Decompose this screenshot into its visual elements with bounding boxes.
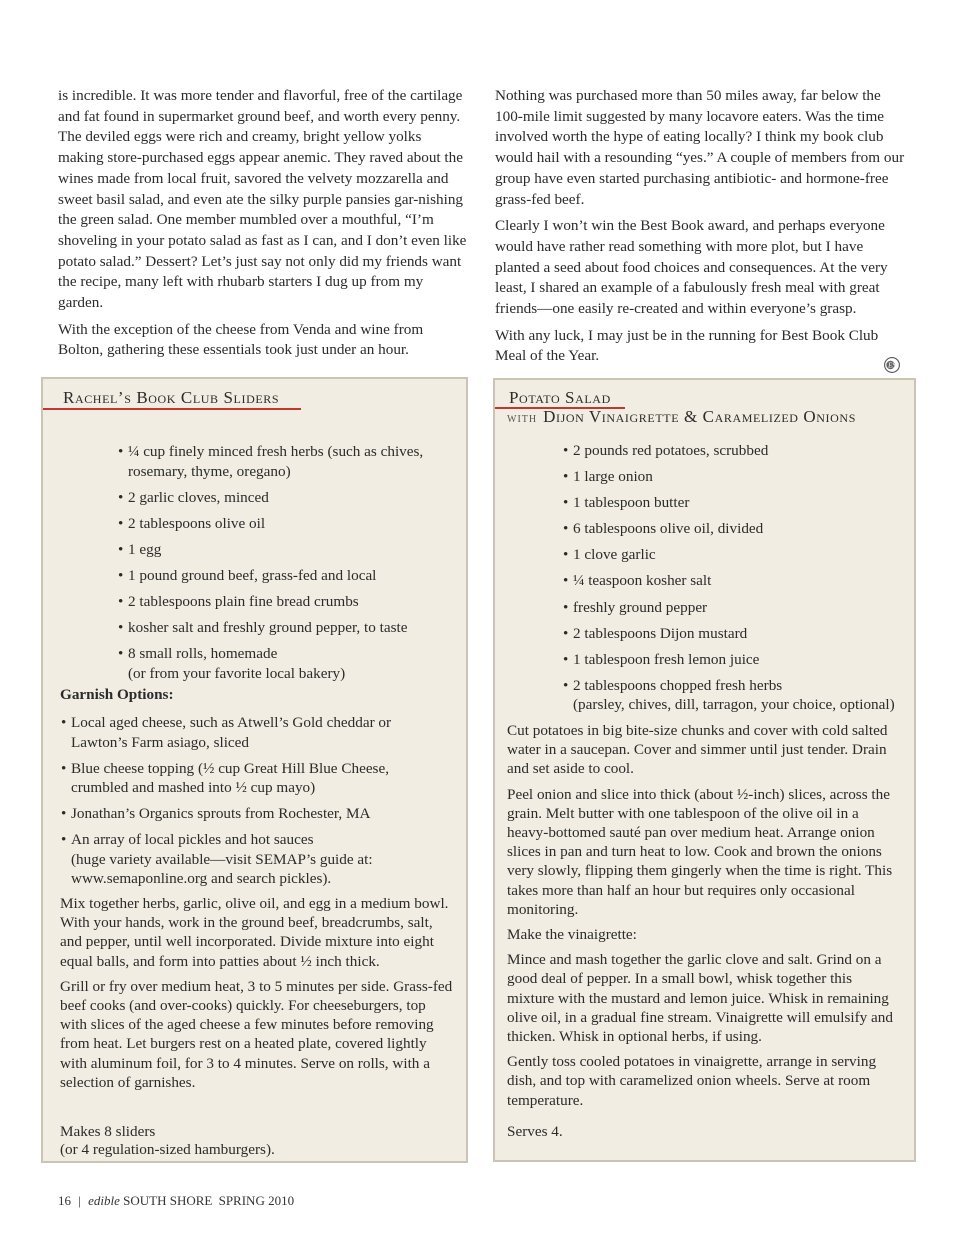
ingredient-item: • 1 clove garlic xyxy=(563,546,656,564)
article-paragraph: Nothing was purchased more than 50 miles away, far below the 100-mile limit suggested by many locavore eaters. Was the time involved worth the hype of eating locally? I think my book club would hail with a resounding “yes.” A couple of members from our group have even started purchasing antibiotic- and hormone-free grass-fed beef. xyxy=(495,87,905,208)
recipe-step: Grill or fry over medium heat, 3 to 5 minutes per side. Grass-fed beef cooks (and over-cooks) quickly. For cheeseburgers, top with slices of the aged cheese a few minutes before removing from heat. Let burgers rest on a heated plate, covered lightly with aluminum foil, for 3 to 4 minutes. Serve on rolls, with a selection of garnishes. xyxy=(60,977,453,1091)
yield-line: Makes 8 sliders xyxy=(60,1123,156,1140)
garnish-item: • Jonathan’s Organics sprouts from Rochester, MA xyxy=(61,805,371,823)
garnish-heading: Garnish Options: xyxy=(60,686,174,703)
recipe-box-sliders xyxy=(41,377,468,1163)
ingredient-item: • 1 egg xyxy=(118,540,162,558)
ingredient-item: • 6 tablespoons olive oil, divided xyxy=(563,520,764,538)
recipe-step: Peel onion and slice into thick (about ½-inch) slices, across the grain. Melt butter with one tablespoon of the olive oil in a heavy-bottomed sauté pan over medium heat. Arrange onion slices in pan and turn heat to low. Cook and brown the onions very slowly, flipping them gingerly when the time is right. This takes more than half an hour but requires only occasional monitoring. xyxy=(507,785,893,918)
recipe-step: Gently toss cooled potatoes in vinaigrette, arrange in serving dish, and top with caramelized onion wheels. Serve at room temperature. xyxy=(507,1053,877,1109)
garnish-item: • Blue cheese topping (½ cup Great Hill Blue Cheese, crumbled and mashed into ½ cup mayo) xyxy=(61,759,390,797)
ingredient-list xyxy=(563,441,908,721)
recipe-step: Mince and mash together the garlic clove and salt. Grind on a good deal of pepper. In a small bowl, whisk together this mixture with the mustard and lemon juice. Whisk in remaining olive oil, in a gradual fine stream. Vinaigrette will emulsify and thicken. Whisk in optional herbs, if using. xyxy=(507,951,893,1046)
ingredient-item: • 2 tablespoons plain fine bread crumbs xyxy=(118,592,359,610)
recipe-step: Mix together herbs, garlic, olive oil, and egg in a medium bowl. With your hands, work in the ground beef, breadcrumbs, salt, and pepper, until well incorporated. Divide mixture into eight equal balls, and form into patties about ½ inch thick. xyxy=(60,895,449,970)
ingredient-item: • 2 tablespoons chopped fresh herbs (parsley, chives, dill, tarragon, your choice, optional) xyxy=(563,676,895,714)
garnish-list xyxy=(61,713,451,895)
issue-label: SPRING 2010 xyxy=(218,1193,295,1208)
title-underline xyxy=(43,408,301,410)
ingredient-item: • 2 tablespoons olive oil xyxy=(118,514,266,532)
article-paragraph: With any luck, I may just be in the running for Best Book Club Meal of the Year. xyxy=(495,326,879,365)
ingredient-item: • 1 large onion xyxy=(563,468,653,486)
ingredient-item: • 1 tablespoon fresh lemon juice xyxy=(563,650,760,668)
ingredient-item: • 1 pound ground beef, grass-fed and local xyxy=(118,566,377,584)
ingredient-item: • 2 garlic cloves, minced xyxy=(118,488,269,506)
article-right-column xyxy=(495,86,905,373)
recipe-step: Make the vinaigrette: xyxy=(507,926,637,944)
recipe-step: Cut potatoes in big bite-size chunks and cover with cold salted water in a saucepan. Cover and simmer until just tender. Drain and set aside to cool. xyxy=(507,722,888,778)
recipe-yield xyxy=(60,1123,275,1158)
ingredient-item: • freshly ground pepper xyxy=(563,598,708,616)
article-paragraph: Clearly I won’t win the Best Book award, and perhaps everyone would have rather read something with more plot, but I have planted a seed about food choices and consequences. At the very least, I shared an example of a fabulously fresh meal with great friends—one easily re-created and within everyone’s grasp. xyxy=(495,217,888,318)
garnish-item: • Local aged cheese, such as Atwell’s Gold cheddar or Lawton’s Farm asiago, sliced xyxy=(61,714,392,751)
ingredient-item: • kosher salt and freshly ground pepper, to taste xyxy=(118,619,408,637)
footer-separator: | xyxy=(78,1193,81,1208)
recipe-box-potato-salad xyxy=(493,378,916,1162)
ingredient-item: • 2 pounds red potatoes, scrubbed xyxy=(563,442,769,459)
article-left-column xyxy=(58,86,468,367)
page-footer xyxy=(58,1193,294,1209)
subtitle-with: WITH xyxy=(507,414,538,425)
ingredient-item: • ¼ teaspoon kosher salt xyxy=(563,572,712,590)
recipe-steps xyxy=(507,721,903,1116)
yield-line: (or 4 regulation-sized hamburgers). xyxy=(60,1140,275,1158)
recipe-steps xyxy=(60,894,455,1098)
page-number: 16 xyxy=(58,1193,71,1208)
ingredient-list xyxy=(118,442,458,690)
end-mark-icon xyxy=(884,357,900,373)
ingredient-item: • 8 small rolls, homemade (or from your favorite local bakery) xyxy=(118,645,346,682)
subtitle-text: Dijon Vinaigrette & Caramelized Onions xyxy=(543,407,856,426)
garnish-item: • An array of local pickles and hot sauces (huge variety available—visit SEMAP’s guide at: www.semaponline.org and search pickles). xyxy=(61,831,373,888)
end-mark-label: ES xyxy=(888,361,896,370)
ingredient-item: • ¼ cup finely minced fresh herbs (such as chives, rosemary, thyme, oregano) xyxy=(118,443,424,480)
ingredient-item: • 1 tablespoon butter xyxy=(563,494,690,512)
article-paragraph: With the exception of the cheese from Venda and wine from Bolton, gathering these essentials took just under an hour. xyxy=(58,320,424,359)
magazine-prefix: edible xyxy=(88,1193,120,1208)
recipe-title: Rachel’s Book Club Sliders xyxy=(63,388,280,407)
magazine-name: SOUTH SHORE xyxy=(123,1193,213,1208)
recipe-title: Potato Salad xyxy=(509,388,611,407)
recipe-subtitle xyxy=(507,407,856,427)
recipe-yield: Serves 4. xyxy=(507,1123,563,1140)
article-paragraph: is incredible. It was more tender and flavorful, free of the cartilage and fat found in supermarket ground beef, and worth every penny. The deviled eggs were rich and creamy, bright yellow yolks making store-purchased eggs appear anemic. They raved about the wines made from local fruit, savored the velvety mozzarella and sweet basil salad, and even ate the silky purple pansies gar-nishing the green salad. One member mumbled over a mouthful, “I’m shoveling in your potato salad as fast as I can, and I don’t even like potato salad.” Dessert? Let’s just say not only did my friends want the recipe, many left with rhubarb starters I dug up from my garden. xyxy=(58,87,467,312)
ingredient-item: • 2 tablespoons Dijon mustard xyxy=(563,624,748,642)
